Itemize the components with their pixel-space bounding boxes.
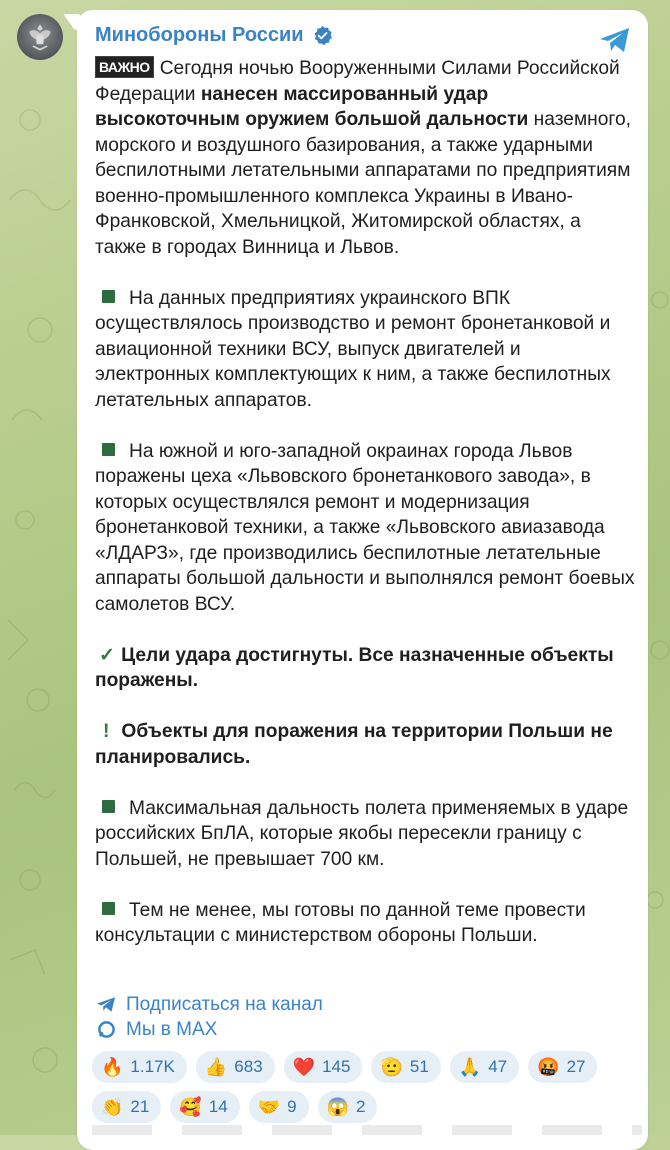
message-paragraph-2: На данных предприятиях украинского ВПК осуществлялось производство и ремонт бронетанковой и авиационной техники ВСУ, выпуск двигателей и электронных комплектующих к ним, а также беспилотных летательных аппаратов. bbox=[95, 287, 611, 411]
emblem-icon bbox=[22, 19, 58, 55]
message-paragraph-7: Тем не менее, мы готовы по данной теме провести консультации с министерством обороны Польши. bbox=[95, 899, 586, 946]
message-links bbox=[95, 992, 323, 1042]
max-link[interactable]: Мы в MAX bbox=[95, 1017, 323, 1042]
reaction-handshake[interactable]: 🤝 9 bbox=[249, 1091, 309, 1123]
reaction-scream[interactable]: 😱 2 bbox=[318, 1091, 378, 1123]
cropped-footer bbox=[92, 1125, 642, 1135]
message-paragraph-4: ✓ Цели удара достигнуты. Все назначенные объекты поражены. bbox=[95, 644, 614, 691]
reactions-row-2 bbox=[92, 1091, 642, 1123]
important-badge: ВАЖНО bbox=[95, 56, 154, 78]
check-mark-icon: ✓ bbox=[99, 644, 116, 666]
share-icon[interactable] bbox=[598, 26, 632, 54]
message-bubble bbox=[77, 10, 648, 1150]
message-paragraph-6: Максимальная дальность полета применяемых в ударе российских БпЛА, которые якобы пересекли границу с Польшей, не превышает 700 км. bbox=[95, 797, 629, 870]
message-paragraph-1: ВАЖНО Сегодня ночью Вооруженными Силами Российской Федерации нанесен массированный удар высокоточным оружием большой дальности наземного, морского и воздушного базирования, а также ударными беспилотными летательными аппаратами по предприятиям военно-промышленного комплекса Украины в Ивано-Франковской, Хмельницкой, Житомирской областях, а также в городах Винница и Львов. bbox=[95, 58, 631, 258]
green-square-icon bbox=[102, 902, 115, 915]
reaction-pray[interactable]: 🙏 47 bbox=[450, 1051, 519, 1083]
green-square-icon bbox=[102, 800, 115, 813]
reaction-salute[interactable]: 🫡 51 bbox=[371, 1051, 440, 1083]
message-header bbox=[95, 24, 333, 47]
reaction-clap[interactable]: 👏 21 bbox=[92, 1091, 161, 1123]
reaction-angry[interactable]: 🤬 27 bbox=[528, 1051, 597, 1083]
telegram-icon bbox=[95, 995, 117, 1015]
max-chat-icon bbox=[95, 1020, 117, 1040]
reaction-thumbs-up[interactable]: 👍 683 bbox=[196, 1051, 275, 1083]
reaction-love[interactable]: 🥰 14 bbox=[170, 1091, 239, 1123]
subscribe-link[interactable]: Подписаться на канал bbox=[95, 992, 323, 1017]
message-paragraph-5: ! Объекты для поражения на территории Польши не планировались. bbox=[95, 721, 613, 768]
message-paragraph-3: На южной и юго-западной окраинах города Львов поражены цеха «Львовского бронетанкового завода», в которых осуществлялся ремонт и модернизация бронетанковой техники, а также «Львовского авиазавода «ЛДАРЗ», где производились беспилотные летательные аппараты большой дальности и выполнялся ремонт боевых самолетов ВСУ. bbox=[95, 440, 635, 615]
exclamation-icon: ! bbox=[103, 721, 110, 742]
reaction-fire[interactable]: 🔥 1.17K bbox=[92, 1051, 187, 1083]
channel-avatar[interactable] bbox=[17, 14, 63, 60]
reactions-bar bbox=[92, 1051, 642, 1131]
reaction-heart[interactable]: ❤️ 145 bbox=[284, 1051, 363, 1083]
green-square-icon bbox=[102, 290, 115, 303]
verified-badge-icon bbox=[312, 25, 333, 46]
message-text bbox=[95, 56, 635, 949]
green-square-icon bbox=[102, 443, 115, 456]
channel-name[interactable]: Минобороны России bbox=[95, 24, 304, 46]
reactions-row-1 bbox=[92, 1051, 642, 1083]
